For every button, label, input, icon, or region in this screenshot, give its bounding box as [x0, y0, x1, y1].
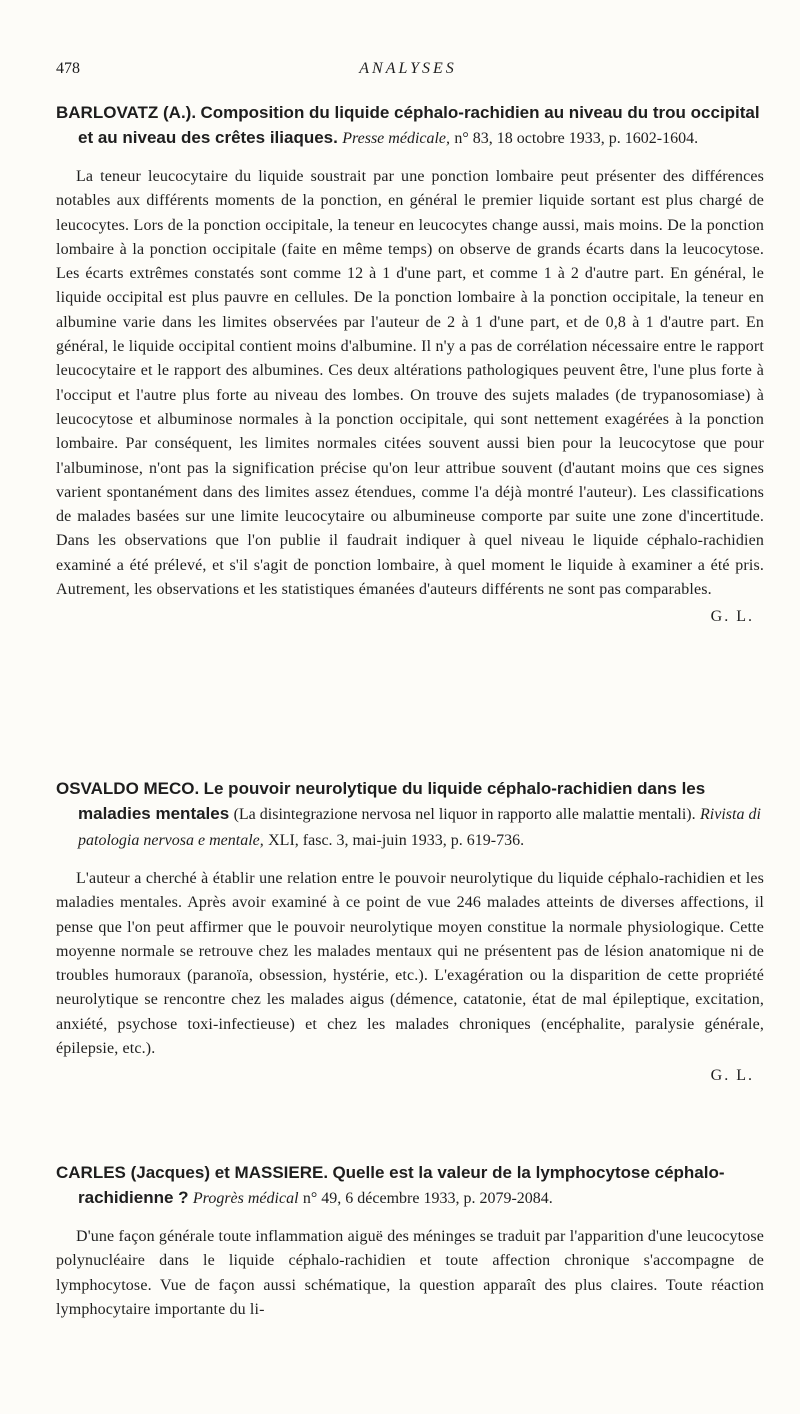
article-original-title: (La disintegrazione nervosa nel liquor in rapporto alle malattie mentali).	[233, 806, 696, 823]
article-heading	[56, 1160, 764, 1211]
article-barlovatz	[56, 100, 764, 626]
article-heading	[56, 776, 764, 853]
article-journal: Rivista di patologia nervosa e mentale,	[78, 806, 761, 849]
article-authors: BARLOVATZ (A.).	[56, 103, 197, 122]
article-title: Le pouvoir neurolytique du liquide céphalo-rachidien dans les maladies mentales	[78, 779, 706, 823]
article-journal: Progrès médical	[192, 1190, 299, 1207]
article-carles	[56, 1160, 764, 1322]
article-journal: Presse médicale,	[342, 130, 451, 147]
article-signature: G. L.	[710, 608, 754, 626]
page-number: 478	[56, 60, 80, 77]
article-citation: n° 49, 6 décembre 1933, p. 2079-2084.	[302, 1190, 553, 1207]
page-header	[56, 60, 760, 84]
running-title: ANALYSES	[359, 60, 457, 77]
article-citation: XLI, fasc. 3, mai-juin 1933, p. 619-736.	[268, 832, 525, 849]
article-heading	[56, 100, 764, 151]
article-title: Quelle est la valeur de la lymphocytose céphalo-rachidienne ?	[78, 1163, 725, 1207]
article-authors: OSVALDO MECO.	[56, 779, 200, 798]
article-meco	[56, 776, 764, 1085]
article-authors: CARLES (Jacques) et MASSIERE.	[56, 1163, 329, 1182]
article-body: La teneur leucocytaire du liquide soustrait par une ponction lombaire peut présenter des différences notables aux différents moments de la ponction, en général le premier liquide sortant est plus chargé de leucocytes. Lors de la ponction occipitale, la teneur en leucocytes change aussi, mais moins. De la ponction lombaire à la ponction occipitale (faite en même temps) on observe de grands écarts dans la leucocytose. Les écarts extrêmes constatés sont comme 12 à 1 d'une part, et comme 1 à 2 d'autre part. En général, le liquide occipital est plus pauvre en cellules. De la ponction lombaire à la ponction occipitale, la teneur en albumine varie dans les limites observées par l'auteur de 2 à 1 d'une part, et de 0,8 à 1 d'autre part. En général, le liquide occipital contient moins d'albumine. Il n'y a pas de corrélation nécessaire entre le rapport leucocytaire et le rapport des albumines. Ces deux altérations pathologiques peuvent être, l'une plus forte à l'occiput et l'autre plus forte au niveau des lombes. On trouve des sujets malades (de trypanosomiase) à leucocytose et albuminose normales à la ponction occipitale, qui sont nettement exagérées à la ponction lombaire. Par conséquent, les limites normales citées souvent aussi bien pour la leucocytose que pour l'albuminose, n'ont pas la signification précise qu'on leur attribue souvent (d'autant moins que ces signes varient spontanément dans des limites assez étendues, comme l'a déjà montré l'auteur). Les classifications de malades basées sur une limite leucocytaire ou albumineuse comporte par suite une zone d'incertitude. Dans les observations que l'on publie il faudrait indiquer à quel niveau le liquide céphalo-rachidien examiné a été prélevé, et s'il s'agit de ponction lombaire, à quel moment le liquide à examiner a été pris. Autrement, les observations et les statistiques émanées d'auteurs différents ne sont pas comparables.	[56, 168, 764, 599]
article-title: Composition du liquide céphalo-rachidien au niveau du trou occipital et au niveau des crêtes iliaques.	[78, 103, 760, 147]
article-body: D'une façon générale toute inflammation aiguë des méninges se traduit par l'apparition d'une leucocytose polynucléaire dans le liquide céphalo-rachidien et toute affection chronique s'accompagne de lymphocytose. Vue de façon aussi schématique, la question apparaît des plus claires. Toute réaction lymphocytaire importante du li-	[56, 1228, 764, 1318]
article-body: L'auteur a cherché à établir une relation entre le pouvoir neurolytique du liquide céphalo-rachidien et les maladies mentales. Après avoir examiné à ce point de vue 246 malades atteints de diverses affections, il pense que l'on peut affirmer que le pouvoir neurolytique moyen constitue la normale physiologique. Cette moyenne normale se retrouve chez les malades mentaux qui ne présentent pas de lésion anatomique ni de troubles humoraux (paranoïa, obsession, hystérie, etc.). L'exagération ou la disparition de cette propriété neurolytique se rencontre chez les malades aigus (démence, catatonie, état de mal épileptique, excitation, anxiété, psychose toxi-infectieuse) et chez les malades chroniques (encéphalite, paralysie générale, épilepsie, etc.).	[56, 870, 764, 1058]
article-citation: n° 83, 18 octobre 1933, p. 1602-1604.	[454, 130, 699, 147]
article-signature: G. L.	[710, 1067, 754, 1085]
